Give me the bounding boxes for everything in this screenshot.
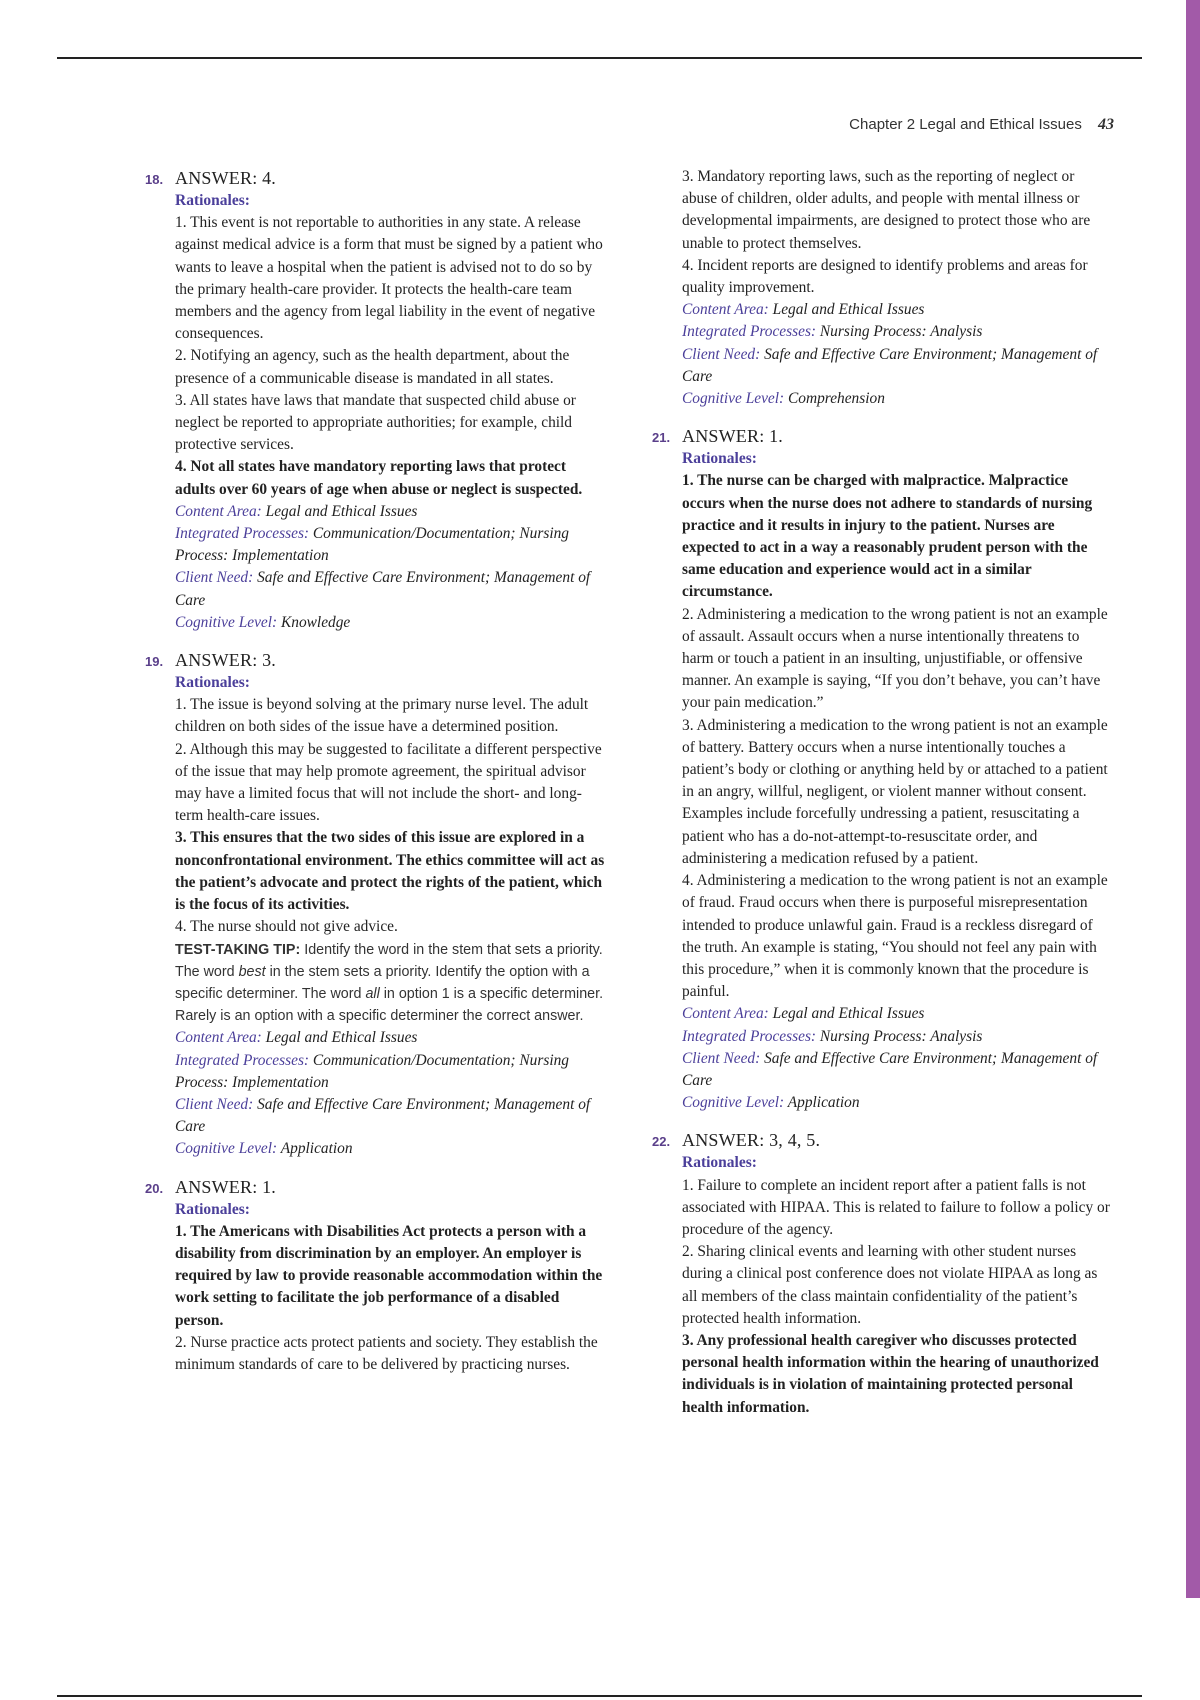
right-column <box>652 166 1112 1433</box>
tip-word-all: all <box>365 985 380 1002</box>
rationale-2: 2. Sharing clinical events and learning with other student nurses during a clinical post conference does not violate HIPAA as long as all members of the class maintain confidentiality of the patient’s protected health information. <box>682 1243 1098 1327</box>
cognitive-level-value: Application <box>787 1094 860 1112</box>
test-taking-tip <box>175 939 605 1028</box>
client-need-value: Safe and Effective Care Environment; Management of Care <box>682 345 1098 385</box>
cognitive-level-label: Cognitive Level: <box>175 1140 278 1158</box>
content-area <box>175 1027 605 1049</box>
rationale-1: 1. The issue is beyond solving at the primary nurse level. The adult children on both sides of the issue have a determined position. <box>175 696 589 736</box>
answer-line: ANSWER: 1. <box>682 426 783 447</box>
integrated-processes-label: Integrated Processes: <box>175 525 310 543</box>
page-number: 43 <box>1098 116 1114 133</box>
content-area-label: Content Area: <box>682 301 769 319</box>
rationale-2: 2. Notifying an agency, such as the health department, about the presence of a communicable disease is mandated in all states. <box>175 347 570 387</box>
content-area <box>682 299 1112 321</box>
client-need <box>682 344 1112 388</box>
integrated-processes <box>175 523 605 567</box>
client-need-value: Safe and Effective Care Environment; Management of Care <box>175 569 591 609</box>
integrated-processes-value: Communication/Documentation; Nursing Process: Implementation <box>175 1051 569 1091</box>
integrated-processes <box>682 321 1112 343</box>
integrated-processes <box>175 1050 605 1094</box>
question-header <box>652 1128 1112 1152</box>
running-head <box>849 116 1114 134</box>
rationale-1-correct: 1. The nurse can be charged with malpractice. Malpractice occurs when the nurse does not adhere to standards of nursing practice and it results in injury to the patient. Nurses are expected to act in a way a reasonably prudent person with the same education and experience would act in a similar circumstance. <box>682 472 1093 601</box>
chapter-label: Chapter 2 <box>849 116 916 133</box>
question-number: 19. <box>145 654 164 670</box>
cognitive-level-label: Cognitive Level: <box>682 1094 785 1112</box>
client-need-label: Client Need: <box>175 569 254 587</box>
client-need <box>175 567 605 611</box>
chapter-color-tab <box>1186 0 1200 1598</box>
answer-line: ANSWER: 3, 4, 5. <box>682 1130 821 1151</box>
rationale-3: 3. All states have laws that mandate that suspected child abuse or neglect be reported to appropriate authorities; for example, child protective services. <box>175 391 576 454</box>
question-number: 20. <box>145 1180 164 1196</box>
tip-text-e: in option 1 is a specific determiner. Rarely is an option with a specific determiner the correct answer. <box>175 985 604 1025</box>
integrated-processes-label: Integrated Processes: <box>175 1051 310 1069</box>
answer-line: ANSWER: 1. <box>175 1176 276 1197</box>
question-header <box>145 1175 605 1199</box>
client-need <box>682 1048 1112 1092</box>
rationales-label: Rationales: <box>682 1154 757 1172</box>
rationale-3: 3. Mandatory reporting laws, such as the reporting of neglect or abuse of children, older adults, and people with mental illness or developmental impairments, are designed to protect those who are unable to protect themselves. <box>682 168 1091 252</box>
question-20-continued <box>682 166 1112 410</box>
content-area-label: Content Area: <box>175 502 262 520</box>
tip-label: TEST-TAKING TIP: <box>175 941 301 958</box>
rationale-4: 4. Incident reports are designed to identify problems and areas for quality improvement. <box>682 256 1088 297</box>
question-header <box>145 166 605 190</box>
rationale-4-correct: 4. Not all states have mandatory reporting laws that protect adults over 60 years of age when abuse or neglect is suspected. <box>175 458 583 498</box>
question-number: 21. <box>652 430 671 446</box>
client-need-value: Safe and Effective Care Environment; Management of Care <box>682 1049 1098 1089</box>
client-need-label: Client Need: <box>682 1049 761 1067</box>
integrated-processes-label: Integrated Processes: <box>682 1027 817 1045</box>
question-18 <box>145 166 605 634</box>
rationale-2: 2. Administering a medication to the wrong patient is not an example of assault. Assault occurs when a nurse intentionally threatens to harm or touch a patient in an insulting, unjustifiable, or offensive manner. An example is saying, “If you don’t behave, you can’t have your pain medication.” <box>682 605 1108 712</box>
tip-text-a: Identify the word in the stem that sets a priority. The word <box>175 941 603 980</box>
section-title: Legal and Ethical Issues <box>919 116 1082 133</box>
client-need-label: Client Need: <box>682 345 761 363</box>
content-area <box>682 1003 1112 1025</box>
cognitive-level-value: Application <box>280 1140 353 1158</box>
top-rule <box>57 57 1142 59</box>
integrated-processes-label: Integrated Processes: <box>682 323 817 341</box>
question-21 <box>652 424 1112 1114</box>
question-number: 22. <box>652 1134 671 1150</box>
content-area-value: Legal and Ethical Issues <box>772 1005 925 1023</box>
question-20 <box>145 1175 605 1377</box>
integrated-processes <box>682 1026 1112 1048</box>
rationale-3-correct: 3. Any professional health caregiver who discusses protected personal health information within the hearing of unauthorized individuals is in violation of maintaining protected personal health information. <box>682 1331 1099 1416</box>
cognitive-level <box>682 388 1112 410</box>
client-need <box>175 1094 605 1138</box>
cognitive-level-value: Knowledge <box>281 613 351 631</box>
tip-word-best: best <box>238 963 266 980</box>
question-header <box>145 648 605 672</box>
rationale-1-correct: 1. The Americans with Disabilities Act protects a person with a disability from discrimination by an employer. An employer is required by law to provide reasonable accommodation within the work setting to facilitate the job performance of a disabled person. <box>175 1222 603 1329</box>
question-19 <box>145 648 605 1160</box>
cognitive-level-label: Cognitive Level: <box>682 390 785 408</box>
rationale-4: 4. The nurse should not give advice. <box>175 918 398 936</box>
client-need-label: Client Need: <box>175 1095 254 1113</box>
rationale-2: 2. Although this may be suggested to facilitate a different perspective of the issue that may help promote agreement, the spiritual advisor may have a limited focus that will not include the short- and long-term health-care issues. <box>175 740 602 825</box>
rationale-1: 1. Failure to complete an incident report after a patient falls is not associated with HIPAA. This is related to failure to follow a policy or procedure of the agency. <box>682 1176 1110 1238</box>
rationale-3-correct: 3. This ensures that the two sides of this issue are explored in a nonconfrontational environment. The ethics committee will act as the patient’s advocate and protect the rights of the patient, which is the focus of its activities. <box>175 829 605 914</box>
cognitive-level <box>682 1092 1112 1114</box>
cognitive-level-value: Comprehension <box>788 390 885 408</box>
content-area-label: Content Area: <box>682 1005 769 1023</box>
question-number: 18. <box>145 172 164 187</box>
rationales-label: Rationales: <box>682 450 757 468</box>
integrated-processes-value: Nursing Process: Analysis <box>819 323 983 341</box>
answer-line: ANSWER: 4. <box>175 168 276 188</box>
left-column <box>145 166 605 1390</box>
integrated-processes-value: Communication/Documentation; Nursing Process: Implementation <box>175 525 569 565</box>
rationales-label: Rationales: <box>175 1200 250 1218</box>
tip-text-c: in the stem sets a priority. Identify the option with a specific determiner. The word <box>175 963 590 1002</box>
rationales-label: Rationales: <box>175 192 250 209</box>
content-area-value: Legal and Ethical Issues <box>265 502 418 520</box>
content-area-value: Legal and Ethical Issues <box>265 1029 418 1047</box>
client-need-value: Safe and Effective Care Environment; Management of Care <box>175 1095 591 1136</box>
rationale-4: 4. Administering a medication to the wrong patient is not an example of fraud. Fraud occurs when there is purposeful misrepresentation intended to produce unlawful gain. Fraud is a reckless disregard of the truth. An example is stating, “You should not feel any pain with this procedure,” when it is commonly known that the procedure is painful. <box>682 872 1108 1001</box>
rationales-label: Rationales: <box>175 674 250 692</box>
cognitive-level-label: Cognitive Level: <box>175 613 278 631</box>
content-area-label: Content Area: <box>175 1029 262 1047</box>
question-header <box>652 424 1112 448</box>
rationale-3: 3. Administering a medication to the wrong patient is not an example of battery. Battery occurs when a nurse intentionally touches a patient’s body or clothing or anything held by or attached to a patient in an angry, willful, negligent, or violent manner without consent. Examples include forcefully undressing a patient, resuscitating a patient who has a do-not-attempt-to-resuscitate order, and administering a medication refused by a patient. <box>682 716 1108 867</box>
rationale-1: 1. This event is not reportable to authorities in any state. A release against medical advice is a form that must be signed by a patient who wants to leave a hospital when the patient is advised not to do so by the primary health-care provider. It protects the health-care team members and the agency from legal liability in the event of negative consequences. <box>175 214 603 343</box>
question-22 <box>652 1128 1112 1418</box>
rationale-2: 2. Nurse practice acts protect patients and society. They establish the minimum standards of care to be delivered by practicing nurses. <box>175 1333 598 1373</box>
bottom-rule <box>57 1695 1142 1697</box>
answer-line: ANSWER: 3. <box>175 650 276 671</box>
cognitive-level <box>175 1138 605 1160</box>
content-area <box>175 501 605 523</box>
integrated-processes-value: Nursing Process: Analysis <box>819 1027 983 1045</box>
content-area-value: Legal and Ethical Issues <box>772 301 925 319</box>
cognitive-level <box>175 612 605 634</box>
